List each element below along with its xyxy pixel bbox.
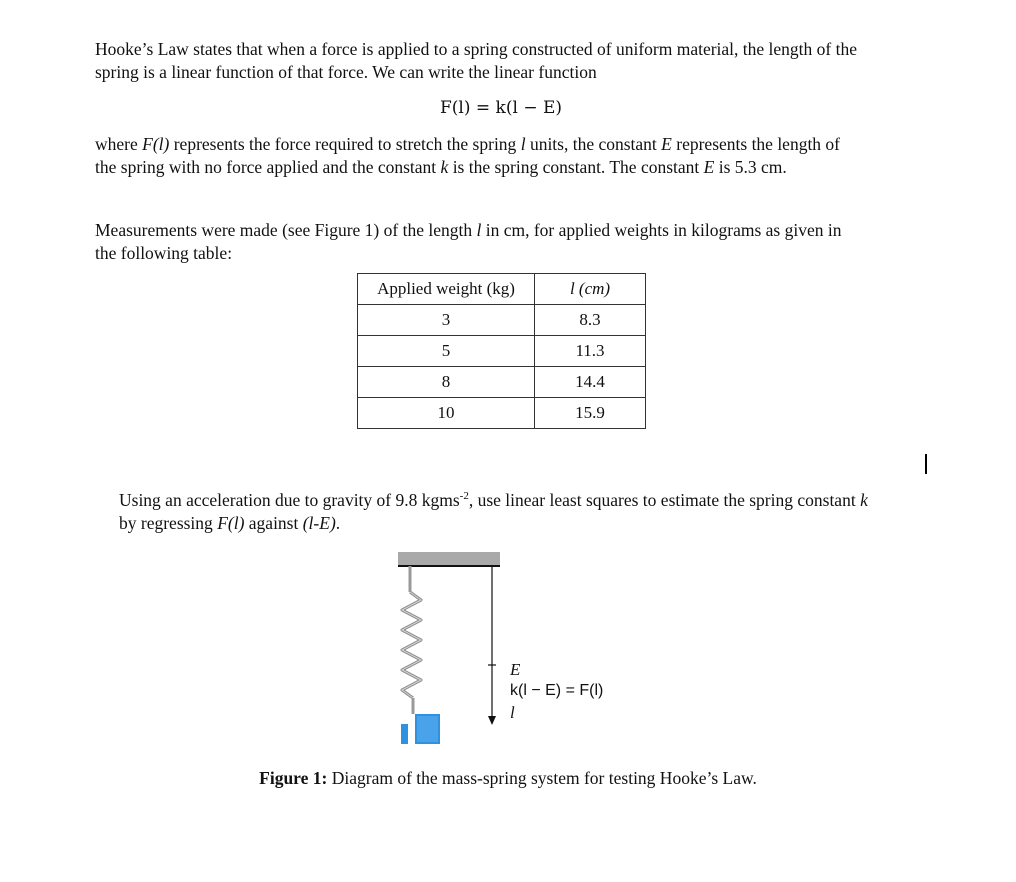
text: represents the force required to stretch the spring — [169, 134, 521, 154]
text: by regressing — [119, 512, 218, 533]
weight-cell: 3 — [358, 305, 535, 336]
header-length-text: l (cm) — [569, 279, 611, 298]
caption-text: Diagram of the mass-spring system for testing Hooke’s Law. — [327, 768, 757, 788]
text-cursor — [925, 454, 927, 474]
hookes-law-equation: F(l) = k(l − E) — [440, 98, 563, 118]
text: represents the length of — [671, 134, 841, 154]
measurements-paragraph — [95, 219, 842, 265]
text: in cm, for applied weights in kilograms as given in — [481, 220, 842, 240]
ceiling — [398, 552, 500, 566]
definition-line-1 — [95, 133, 840, 156]
text: is the spring constant. The constant — [448, 157, 704, 177]
mass-block — [401, 714, 440, 744]
header-length — [535, 274, 646, 305]
k-symbol: k — [860, 489, 868, 510]
table-row — [358, 305, 646, 336]
weight-cell: 8 — [358, 367, 535, 398]
label-force-equation: k(l − E) = F(l) — [510, 682, 604, 699]
spring-icon — [402, 566, 421, 714]
exponent: -2 — [459, 490, 469, 502]
table-row — [358, 398, 646, 429]
text: units, the constant — [525, 134, 662, 154]
measurements-line-1 — [95, 219, 842, 242]
e-symbol: E — [703, 157, 715, 177]
force-symbol: F(l) — [142, 134, 170, 154]
definition-line-2 — [95, 156, 840, 179]
figure-caption — [0, 768, 1016, 789]
e-symbol: E — [661, 134, 672, 154]
label-e: E — [510, 660, 521, 679]
task-line-2 — [119, 512, 868, 535]
text: against — [244, 512, 303, 533]
force-symbol: F(l) — [217, 512, 245, 533]
definition-paragraph — [95, 133, 840, 179]
task-line-1 — [119, 485, 868, 512]
length-symbol: l — [520, 134, 526, 154]
measurement-table — [357, 273, 646, 429]
text: , use linear least squares to estimate the spring constant — [468, 489, 861, 510]
intro-line-2: spring is a linear function of that force. We can write the linear function — [95, 62, 597, 82]
k-symbol: k — [440, 157, 449, 177]
weight-cell: 5 — [358, 336, 535, 367]
text: is 5.3 cm. — [714, 157, 787, 177]
extension-symbol: (l-E) — [302, 512, 336, 533]
caption-bold: Figure 1: — [259, 768, 328, 788]
table-row — [358, 336, 646, 367]
length-cell: 15.9 — [535, 398, 646, 429]
text: the spring with no force applied and the constant — [95, 157, 441, 177]
length-cell: 8.3 — [535, 305, 646, 336]
length-arrow — [488, 566, 496, 725]
length-cell: 14.4 — [535, 367, 646, 398]
mass-spring-diagram — [395, 548, 505, 748]
length-symbol: l — [476, 220, 482, 240]
table-header-row — [358, 274, 646, 305]
length-cell: 11.3 — [535, 336, 646, 367]
intro-paragraph — [95, 38, 857, 84]
header-applied-weight: Applied weight (kg) — [358, 274, 535, 305]
text: where — [95, 134, 143, 154]
task-paragraph — [119, 485, 868, 535]
text: Using an acceleration due to gravity of 9.8 kgms — [119, 489, 460, 510]
text: . — [335, 512, 341, 533]
text: Measurements were made (see Figure 1) of the length — [95, 220, 477, 240]
intro-line-1: Hooke’s Law states that when a force is applied to a spring constructed of uniform material, the length of the — [95, 39, 857, 59]
measurements-line-2: the following table: — [95, 243, 233, 263]
label-l: l — [510, 703, 515, 722]
table-row — [358, 367, 646, 398]
weight-cell: 10 — [358, 398, 535, 429]
